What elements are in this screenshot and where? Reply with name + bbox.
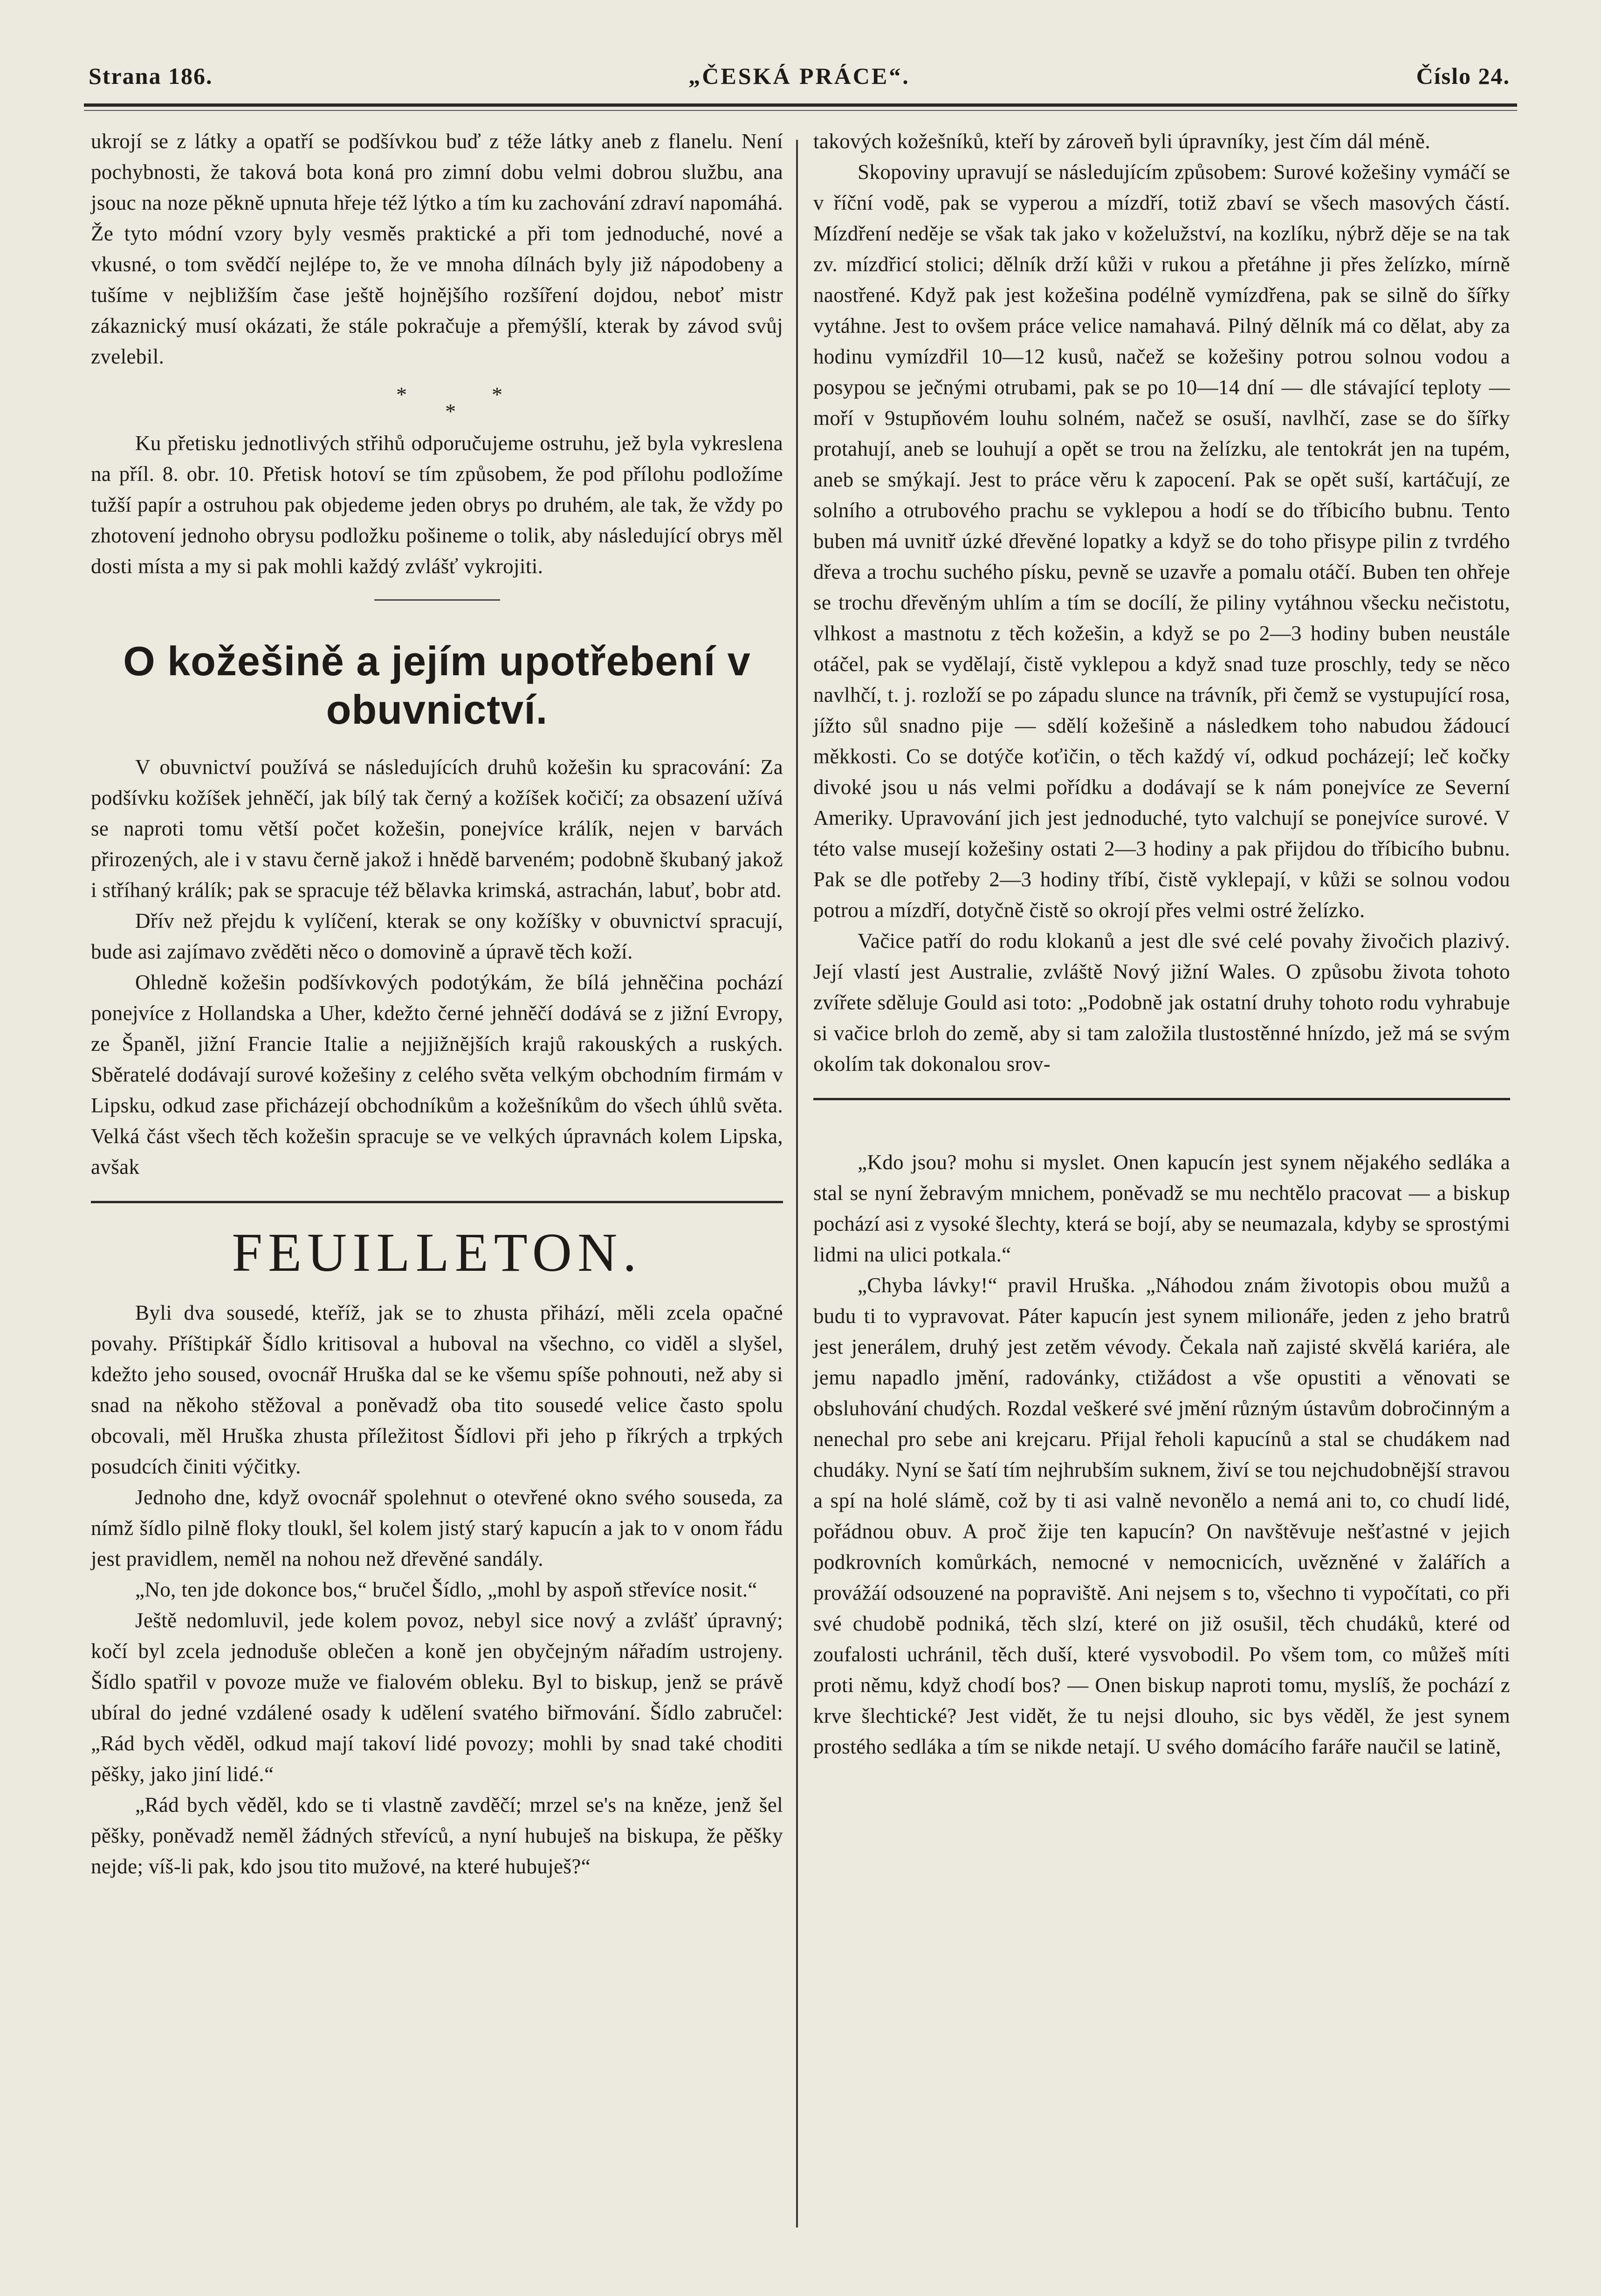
section-asterisks [91,372,783,428]
feuilleton-paragraph-5: „Rád bych věděl, kdo se ti vlastně zavděčí; mrzel se's na kněze, jenž šel pěšky, poněvadž neměl žádných střevíců, a nyní hubuješ na biskupa, že pěšky nejde; víš-li pak, kdo jsou tito mužové, na které hubuješ?“ [91,1793,783,1878]
left-paragraph-3: V obuvnictví používá se následujících druhů kožešin ku spracování: Za podšívku kožíšek jehněčí, jak bílý tak černý a kožíšek kočičí; za obsazení užívá se naproti tomu větší počet kožešin, ponejvíce králík, nejen v barvách přirozených, ale i v stavu černě jakož i hnědě barveném; podobně škubaný jakož i stříhaný králík; pak se spracuje též bělavka krimská, astrachán, labuť, bobr atd. [91,755,783,902]
right-paragraph-3: Vačice patří do rodu klokanů a jest dle své celé povahy živočich plazivý. Její vlastí jest Australie, zvláště Nový jižní Wales. O způsobu života tohoto zvířete sděluje Gould asi toto: „Podobně jak ostatní druhy tohoto rodu vyhrabuje si vačice brloh do země, aby si tam založila tlustostěnné hnízdo, jež má se svým okolím tak dokonalou srov- [813,929,1510,1076]
issue-number: Číslo 24. [1416,63,1510,89]
page-number: Strana 186. [89,63,213,89]
header-rule [84,103,1517,107]
feuilleton-title: FEUILLETON. [232,1222,642,1283]
left-paragraph-5: Ohledně kožešin podšívkových podotýkám, že bílá jehněčina pochází ponejvíce z Hollandska a Uher, kdežto černé jehněčí dodává se z jižní Evropy, ze Španěl, jižní Francie Italie a nejjižnějších krajů rakouských a ruských. Sběratelé dodávají surové kožešiny z celého světa velkým obchodním firmám v Lipsku, odkud zase přicházejí obchodníkům a kožešníkům do všech úhlů světa. Velká část všech těch kožešin spracuje se ve velkých úpravnách kolem Lipska, avšak [91,971,783,1179]
left-paragraph-1: ukrojí se z látky a opatří se podšívkou buď z téže látky aneb z flanelu. Není pochybnosti, že taková bota koná pro zimní dobu velmi dobrou službu, ana jsouc na noze pěkně upnuta hřeje též lýtko a tím ku zachování zdraví napomáhá. Že tyto módní vzory byly vesměs praktické a při tom jednoduché, nové a vkusné, o tom svědčí nejlépe to, že ve mnoha dílnách byly již nápodobeny a tušíme v nejbližším čase ještě hojnějšího rozšíření dojdou, neboť mistr zákaznický musí okázati, že stále pokračuje a přemýšlí, kterak by závod svůj zvelebil. [91,130,783,368]
feuilleton-right-paragraph-2: „Chyba lávky!“ pravil Hruška. „Náhodou znám životopis obou mužů a budu ti to vypravovat. Páter kapucín jest synem milionáře, jeden z jeho bratrů jest jenerálem, druhý jest zetěm vévody. Čekala naň zajisté skvělá kariéra, ale jemu napadlo jmění, radovánky, ctižádost a vše opustiti a věnovati se obsluhování chudých. Rozdal veškeré své jmění různým ústavům dobročinným a nenechal pro sebe ani krejcaru. Přijal řeholi kapucínů a stal se chudákem nad chudáky. Nyní se šatí tím nejhrubším suknem, živí se tou nejchudobnější stravou a spí na holé slámě, což by ti asi valně nevonělo a nemá ani to, co chudí lidé, pořádnou obuv. A proč žije ten kapucín? On navštěvuje nešťastné v jejich podkrovních komůrkách, nemocné v nemocnicích, uvězněné v žalářích a provážáí odsouzené na popraviště. Ani nejsem s to, všechno ti vypočítati, co při své chudobě podniká, těch slzí, které on již osušil, těch chudáků, které od zoufalosti uchránil, těch duší, které vysvobodil. Po všem tom, co můžeš míti proti němu, když chodí bos? — Onen biskup naproti tomu, myslíš, že pochází z krve šlechtické? Jest vidět, že tu nejsi dlouho, sic bys věděl, že jest synem prostého sedláka a tím se nikde netají. U svého domácího faráře naučil se latině, [813,1274,1510,1758]
feuilleton-paragraph-3: „No, ten jde dokonce bos,“ bručel Šídlo, „mohl by aspoň střevíce nosit.“ [135,1578,757,1601]
left-column [91,126,783,1882]
asterisk: * [445,399,456,423]
feuilleton-paragraph-1: Byli dva sousedé, kteříž, jak se to zhusta přihází, měli zcela opačné povahy. Příštipkář Šídlo kritisoval a huboval na všechno, co viděl a slyšel, kdežto jeho soused, ovocnář Hruška dal se ke všemu spíše pohnouti, než aby si snad na někoho stěžoval a poněvadž oba tito sousedé velice často spolu obcovali, měl Hruška zhusta příležitost Šídlovi při jeho p říkrých a trpkých posudcích činiti výčitky. [91,1301,783,1478]
right-paragraph-2: Skopoviny upravují se následujícím způsobem: Surové kožešiny vymáčí se v říční vodě, pak se vyperou a mízdří, totiž zbaví se všech masových částí. Mízdření neděje se však tak jako v koželužství, na kozlíku, nýbrž děje se na tak zv. mízdřicí stolici; dělník drží kůži v rukou a přetáhne ji přes želízko, mírně naostřené. Když pak jest kožešina podélně vymízdřena, pak se silně do šířky vytáhne. Jest to ovšem práce velice namahavá. Pilný dělník má co dělat, aby za hodinu vymízdřil 10—12 kusů, načež se kožešiny potrou solnou vodou a posypou se ječnými otrubami, pak se po 10—14 dní — dle stávající teploty — moří v 9stupňovém louhu solném, načež se osuší, navlhčí, zase se do šířky protahují, aneb se louhují a opět se trou na želízku, ale tentokrát jen na tupém, aneb se smýkají. Jest to práce věru k zapocení. Pak se opět suší, kartáčují, ze solního a otrubového prachu se vyklepou a hodí se do tříbicího bubnu. Tento buben má uvnitř úzké dřevěné lopatky a když se do toho přisype pilin z tvrdého dřeva a trochu suchého písku, pevně se uzavře a pomalu otáčí. Buben ten ohřeje se trochu dřevěným uhlím a tím se docílí, že piliny vytáhnou všecku nečistotu, vlhkost a mastnotu z těch kožešin, a když se po 2—3 hodiny buben neustále otáčel, pak se vydělají, čistě vyklepou a když snad tuze proschly, tedy se něco navlhčí, t. j. rozloží se po západu slunce na trávník, při čemž se vystupující rosa, jížto sůl snadno pije — sdělí kožešině a následkem toho nabudou žádoucí měkkosti. Co se dotýče koťičin, o těch každý ví, odkud pocházejí; leč kočky divoké jsou u nás velmi pořídku a dodávají se k nám ponejvíce ze Severní Ameriky. Upravování jich jest jednoduché, tyto valchují se ponejvíce surové. V této valse musejí kožešiny ostati 2—3 hodiny a pak přijdou do tříbicího bubnu. Pak se dle potřeby 2—3 hodiny tříbí, čistě vyklepají, v kůži se solnou vodou potrou a mízdří, dotyčně čistě so okrojí přes velmi ostré želízko. [813,160,1510,922]
right-paragraph-1: takových kožešníků, kteří by zároveň byli úpravníky, jest čím dál méně. [813,130,1430,153]
feuilleton-right-paragraph-1: „Kdo jsou? mohu si myslet. Onen kapucín jest synem nějakého sedláka a stal se nyní žebravým mnichem, poněvadž se mu nechtělo pracovat — a biskup pochází asi z vysoké šlechty, která se bojí, aby se neumazala, kdyby se sprostými lidmi na ulici potkala.“ [813,1151,1510,1266]
feuilleton-spacer [813,1100,1510,1147]
left-paragraph-2: Ku přetisku jednotlivých střihů odporučujeme ostruhu, jež byla vykreslena na příl. 8. obr. 10. Přetisk hotoví se tím způsobem, že pod přílohu podložíme tužší papír a ostruhou pak objedeme jeden obrys po druhém, ale tak, že vždy po zhotovení jednoho obrysu podložku pošineme o tolik, aby následující obrys měl dosti místa a my si pak mohli každý zvlášť vykrojiti. [91,432,783,578]
column-divider [796,140,798,2227]
feuilleton-paragraph-4: Ještě nedomluvil, jede kolem povoz, nebyl sice nový a zvlášť úpravný; kočí byl zcela jednoduše oblečen a koně jen obyčejným nářadím ustrojeny. Šídlo spatřil v povoze muže ve fialovém obleku. Byl to biskup, jenž se právě ubíral do jedné vzdálené osady k udělení svatého biřmování. Šídlo zabručel: „Rád bych věděl, odkud mají takoví lidé povozy; mohli by snad také choditi pěšky, jako jiní lidé.“ [91,1609,783,1786]
page-header [89,56,1510,98]
right-column [813,126,1510,1762]
left-paragraph-4: Dřív než přejdu k vylíčení, kterak se ony kožíšky v obuvnictví spracují, bude asi zajímavo zvěděti něco o domovině a úpravě těch koží. [91,909,783,963]
feuilleton-paragraph-2: Jednoho dne, když ovocnář spolehnut o otevřené okno svého souseda, za nímž šídlo pilně floky tloukl, šel kolem jistý starý kapucín a jak to v onom řádu jest pravidlem, neměl na nohou než dřevěné sandály. [91,1486,783,1570]
short-divider [374,599,500,601]
publication-title: „ČESKÁ PRÁCE“. [688,63,910,89]
article-heading: O kožešině a jejím upotřebení v obuvnictví. [123,638,751,733]
feuilleton-rule [91,1201,783,1203]
header-rule-thin [84,110,1517,111]
asterisk: * [396,383,407,406]
asterisk: * [492,383,502,406]
